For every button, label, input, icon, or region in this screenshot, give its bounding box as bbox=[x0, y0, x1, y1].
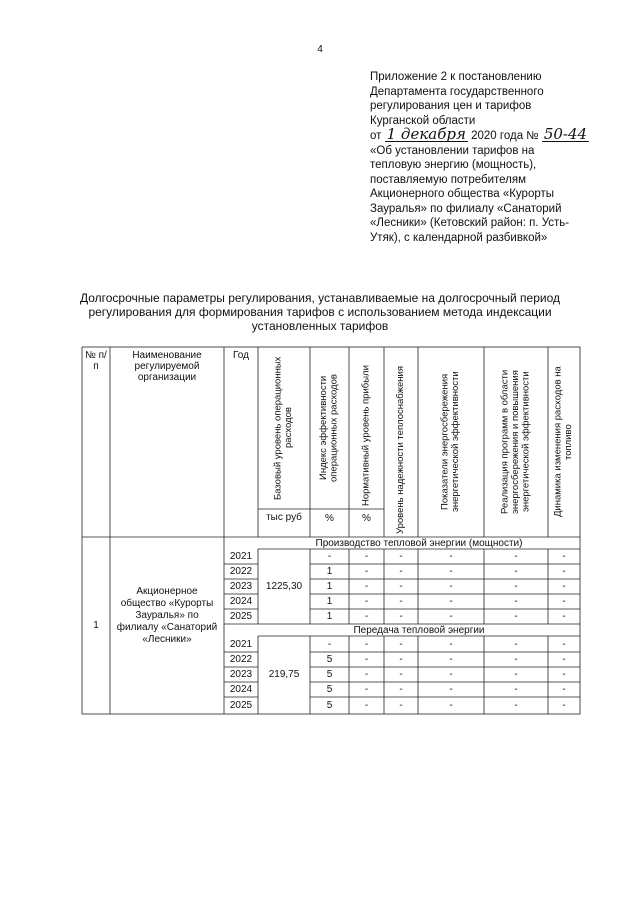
year-cell: 2025 bbox=[229, 611, 253, 622]
profit-cell: - bbox=[364, 669, 369, 680]
reliability-cell: - bbox=[399, 566, 403, 577]
appendix-subject-line: «Лесники» (Кетовский район: п. Усть- bbox=[370, 217, 570, 229]
unit-base: тыс руб bbox=[266, 512, 302, 523]
header-profit: Нормативный уровень прибыли bbox=[360, 365, 372, 506]
fuel-cell: - bbox=[562, 669, 566, 680]
year-cell: 2021 bbox=[229, 551, 253, 562]
fuel-cell: - bbox=[562, 596, 566, 607]
programs-cell: - bbox=[514, 611, 518, 622]
appendix-line: Приложение 2 к постановлению bbox=[370, 71, 542, 83]
handwritten-number: 50-44 bbox=[543, 125, 588, 143]
year-cell: 2024 bbox=[229, 596, 253, 607]
fuel-cell: - bbox=[562, 654, 566, 665]
handwritten-date: 1 декабря bbox=[386, 125, 466, 143]
index-cell: 5 bbox=[326, 669, 333, 680]
index-cell: 1 bbox=[326, 581, 333, 592]
appendix-subject-line: Утяк), с календарной разбивкой» bbox=[370, 231, 548, 244]
base-value: 1225,30 bbox=[265, 581, 303, 592]
programs-cell: - bbox=[514, 639, 518, 650]
appendix-line: регулирования цен и тарифов bbox=[370, 100, 532, 112]
reliability-cell: - bbox=[399, 611, 403, 622]
date-prefix: от bbox=[370, 130, 382, 142]
fuel-cell: - bbox=[562, 581, 566, 592]
header-programs: Реализация программ в области энергосбережения и повышения энергетической эффективности bbox=[499, 369, 532, 515]
energy-eff-cell: - bbox=[449, 596, 453, 607]
profit-cell: - bbox=[364, 581, 369, 592]
header-fuel: Динамика изменения расходов на топливо bbox=[552, 366, 574, 518]
programs-cell: - bbox=[514, 566, 518, 577]
header-base: Базовый уровень операционных расходов bbox=[272, 356, 294, 500]
date-year: 2020 года № bbox=[471, 130, 539, 142]
appendix-block bbox=[370, 70, 615, 245]
appendix-subject-line: тепловую энергию (мощность), bbox=[370, 159, 537, 171]
energy-eff-cell: - bbox=[449, 551, 453, 562]
year-cell: 2024 bbox=[229, 684, 253, 695]
profit-cell: - bbox=[364, 566, 369, 577]
energy-eff-cell: - bbox=[449, 581, 453, 592]
reliability-cell: - bbox=[399, 551, 403, 562]
reliability-cell: - bbox=[399, 700, 403, 711]
fuel-cell: - bbox=[562, 611, 566, 622]
unit-profit: % bbox=[362, 513, 371, 524]
index-cell: 5 bbox=[326, 684, 333, 695]
section-title: Производство тепловой энергии (мощности) bbox=[315, 538, 523, 549]
energy-eff-cell: - bbox=[449, 639, 453, 650]
appendix-subject-line: Зауралья» по филиалу «Санаторий bbox=[370, 202, 562, 215]
index-cell: - bbox=[327, 639, 332, 650]
energy-eff-cell: - bbox=[449, 654, 453, 665]
page-number: 4 bbox=[317, 44, 323, 55]
index-cell: 1 bbox=[326, 611, 333, 622]
fuel-cell: - bbox=[562, 551, 566, 562]
appendix-line: Департамента государственного bbox=[370, 85, 544, 98]
year-cell: 2023 bbox=[229, 581, 253, 592]
reliability-cell: - bbox=[399, 581, 403, 592]
year-cell: 2021 bbox=[229, 639, 253, 650]
programs-cell: - bbox=[514, 596, 518, 607]
profit-cell: - bbox=[364, 684, 369, 695]
title-line: регулирования для формирования тарифов с использованием метода индексации bbox=[88, 305, 552, 319]
appendix-subject-line: поставляемую потребителям bbox=[370, 173, 526, 186]
header-index: Индекс эффективности операционных расходов bbox=[318, 374, 340, 482]
energy-eff-cell: - bbox=[449, 611, 453, 622]
year-cell: 2025 bbox=[229, 700, 253, 711]
fuel-cell: - bbox=[562, 639, 566, 650]
section-title: Передача тепловой энергии bbox=[353, 625, 485, 636]
energy-eff-cell: - bbox=[449, 700, 453, 711]
reliability-cell: - bbox=[399, 596, 403, 607]
profit-cell: - bbox=[364, 551, 369, 562]
index-cell: 1 bbox=[326, 566, 333, 577]
energy-eff-cell: - bbox=[449, 669, 453, 680]
reliability-cell: - bbox=[399, 669, 403, 680]
year-cell: 2023 bbox=[229, 669, 253, 680]
header-energy-efficiency: Показатели энергосбережения энергетической эффективности bbox=[439, 371, 461, 513]
appendix-subject-line: Акционерного общества «Курорты bbox=[370, 188, 555, 200]
header-reliability: Уровень надежности теплоснабжения bbox=[394, 366, 406, 534]
reliability-cell: - bbox=[399, 684, 403, 695]
year-cell: 2022 bbox=[229, 654, 253, 665]
year-cell: 2022 bbox=[229, 566, 253, 577]
profit-cell: - bbox=[364, 639, 369, 650]
unit-index: % bbox=[325, 513, 334, 524]
appendix-line: Курганской области bbox=[370, 114, 476, 127]
programs-cell: - bbox=[514, 581, 518, 592]
organization-name: Акционерное общество «Курорты Зауралья» по филиалу «Санаторий «Лесники» bbox=[116, 586, 218, 645]
header-org: Наименование регулируемой организации bbox=[132, 350, 202, 383]
appendix-date-line bbox=[370, 125, 615, 144]
profit-cell: - bbox=[364, 611, 369, 622]
title-line: Долгосрочные параметры регулирования, устанавливаемые на долгосрочный период bbox=[79, 291, 561, 305]
appendix-subject-line: «Об установлении тарифов на bbox=[370, 144, 535, 157]
programs-cell: - bbox=[514, 654, 518, 665]
header-num: № п/п bbox=[85, 350, 107, 372]
document-title bbox=[70, 291, 570, 333]
fuel-cell: - bbox=[562, 700, 566, 711]
header-year: Год bbox=[233, 350, 249, 361]
profit-cell: - bbox=[364, 654, 369, 665]
index-cell: 5 bbox=[326, 654, 333, 665]
row-number: 1 bbox=[93, 620, 99, 631]
reliability-cell: - bbox=[399, 654, 403, 665]
programs-cell: - bbox=[514, 551, 518, 562]
fuel-cell: - bbox=[562, 684, 566, 695]
index-cell: 5 bbox=[326, 700, 333, 711]
energy-eff-cell: - bbox=[449, 566, 453, 577]
programs-cell: - bbox=[514, 700, 518, 711]
fuel-cell: - bbox=[562, 566, 566, 577]
base-value: 219,75 bbox=[268, 669, 300, 680]
index-cell: 1 bbox=[326, 596, 333, 607]
profit-cell: - bbox=[364, 596, 369, 607]
reliability-cell: - bbox=[399, 639, 403, 650]
profit-cell: - bbox=[364, 700, 369, 711]
programs-cell: - bbox=[514, 669, 518, 680]
programs-cell: - bbox=[514, 684, 518, 695]
energy-eff-cell: - bbox=[449, 684, 453, 695]
index-cell: - bbox=[327, 551, 332, 562]
title-line: установленных тарифов bbox=[251, 319, 389, 333]
